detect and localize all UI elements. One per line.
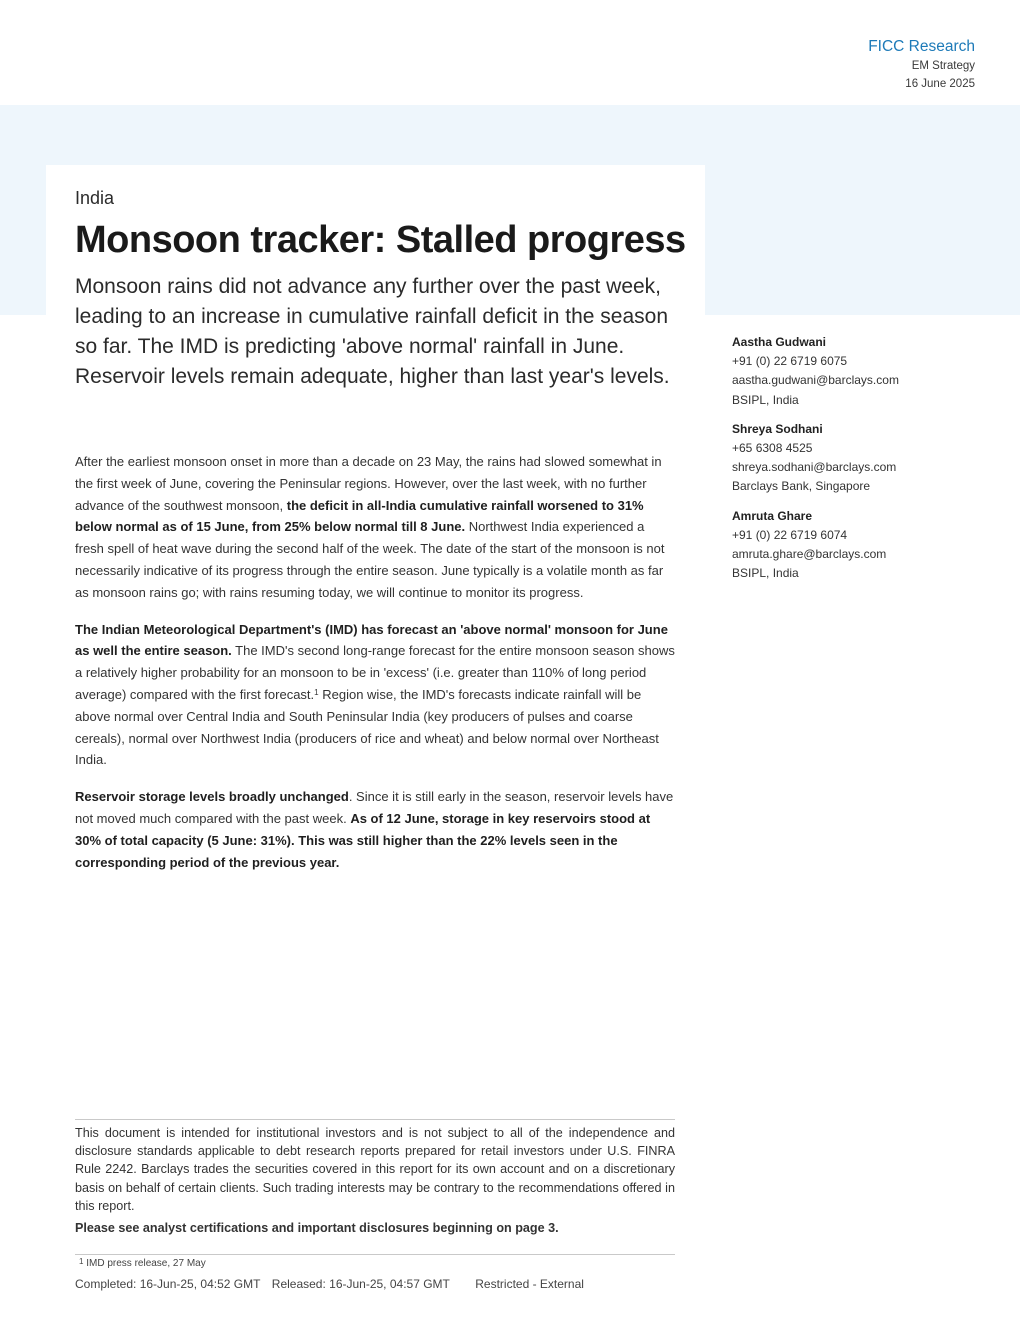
paragraph-reservoir [75, 786, 675, 873]
disclosures-link[interactable]: Please see analyst certifications and important disclosures beginning on page 3. [75, 1221, 559, 1235]
page-title: Monsoon tracker: Stalled progress [75, 219, 686, 261]
released-timestamp: Released: 16-Jun-25, 04:57 GMT [271, 1277, 450, 1291]
author-email[interactable]: amruta.ghare@barclays.com [732, 547, 887, 562]
author-card [732, 420, 982, 497]
report-summary: Monsoon rains did not advance any further over the past week, leading to an increase in cumulative rainfall deficit in the season so far. The IMD is predicting 'above normal' rainfall in June. Reservoir levels remain adequate, higher than last year's levels. [75, 275, 670, 388]
author-name: Amruta Ghare [732, 508, 813, 523]
paragraph-highlight: the deficit in all-India cumulative rainfall worsened to 31% below normal as of 15 June, from 25% below normal till 8 June. [75, 497, 644, 535]
report-series: EM Strategy [911, 60, 975, 72]
author-name: Shreya Sodhani [732, 421, 823, 436]
brand-name: FICC Research [868, 38, 975, 55]
disclaimer-text: This document is intended for institutional investors and is not subject to all of the independence and disclosure standards applicable to debt research reports prepared for retail investors under U.S. FINRA Rule 2242. Barclays trades the securities covered in this report for its own account and on a discretionary basis on behalf of certain clients. Such trading interests may be contrary to the recommendations offered in this report. [75, 1126, 675, 1213]
completed-timestamp: Completed: 16-Jun-25, 04:52 GMT [75, 1277, 261, 1291]
paragraph-text: Northwest India experienced a fresh spell of heat wave during the second half of the week. The date of the start of the monsoon is not necessarily indicative of its progress through the entire season. June typically is a volatile month as far as monsoon rains go; with rains resuming today, we will continue to monitor its progress. [75, 519, 665, 600]
author-card [732, 333, 982, 410]
report-footer [75, 1276, 592, 1292]
author-email[interactable]: shreya.sodhani@barclays.com [732, 460, 897, 475]
author-phone: +65 6308 4525 [732, 441, 813, 456]
country-label: India [75, 188, 115, 208]
author-entity: BSIPL, India [732, 566, 799, 581]
footnote-divider [75, 1254, 675, 1255]
report-body [75, 451, 675, 888]
paragraph-imd-forecast [75, 619, 675, 772]
paragraph-highlight: Reservoir storage levels broadly unchanged [75, 789, 349, 805]
author-list [732, 333, 982, 593]
paragraph-text: The IMD's second long-range forecast for the entire monsoon season shows a relatively higher probability for an monsoon to be in 'excess' (i.e. greater than 110% of long period average) compared with the first forecast. [75, 643, 675, 702]
paragraph-highlight: As of 12 June, storage in key reservoirs stood at 30% of total capacity (5 June: 31%). This was still higher than the 22% levels seen in the corresponding period of the previous year. [75, 810, 651, 870]
report-header [868, 37, 975, 93]
footnote-number: 1 [79, 1257, 84, 1266]
footnote-reference[interactable]: 1 [314, 687, 319, 697]
report-date: 16 June 2025 [905, 78, 975, 90]
author-card [732, 507, 982, 584]
classification-label: Restricted - External [475, 1277, 584, 1291]
author-phone: +91 (0) 22 6719 6075 [732, 354, 848, 369]
footnote [79, 1257, 206, 1271]
author-entity: Barclays Bank, Singapore [732, 479, 871, 494]
disclaimer-divider [75, 1119, 675, 1120]
paragraph-text: . Since it is still early in the season, reservoir levels have not moved much compared with the past week. [75, 789, 674, 826]
paragraph-text: After the earliest monsoon onset in more than a decade on 23 May, the rains had slowed somewhat in the first week of June, covering the Peninsular regions. However, over the last week, with no further advance of the southwest monsoon, [75, 454, 662, 513]
author-name: Aastha Gudwani [732, 335, 827, 349]
paragraph-highlight: The Indian Meteorological Department's (IMD) has forecast an 'above normal' monsoon for June as well the entire season. [75, 621, 668, 659]
paragraph-onset [75, 451, 675, 604]
author-entity: BSIPL, India [732, 392, 799, 407]
author-email[interactable]: aastha.gudwani@barclays.com [732, 373, 899, 388]
footnote-text: IMD press release, 27 May [86, 1258, 206, 1269]
author-phone: +91 (0) 22 6719 6074 [732, 527, 848, 542]
paragraph-text: Region wise, the IMD's forecasts indicate rainfall will be above normal over Central India and South Peninsular India (key producers of pulses and coarse cereals), normal over Northwest India (producers of rice and wheat) and below normal over Northeast India. [75, 686, 659, 768]
